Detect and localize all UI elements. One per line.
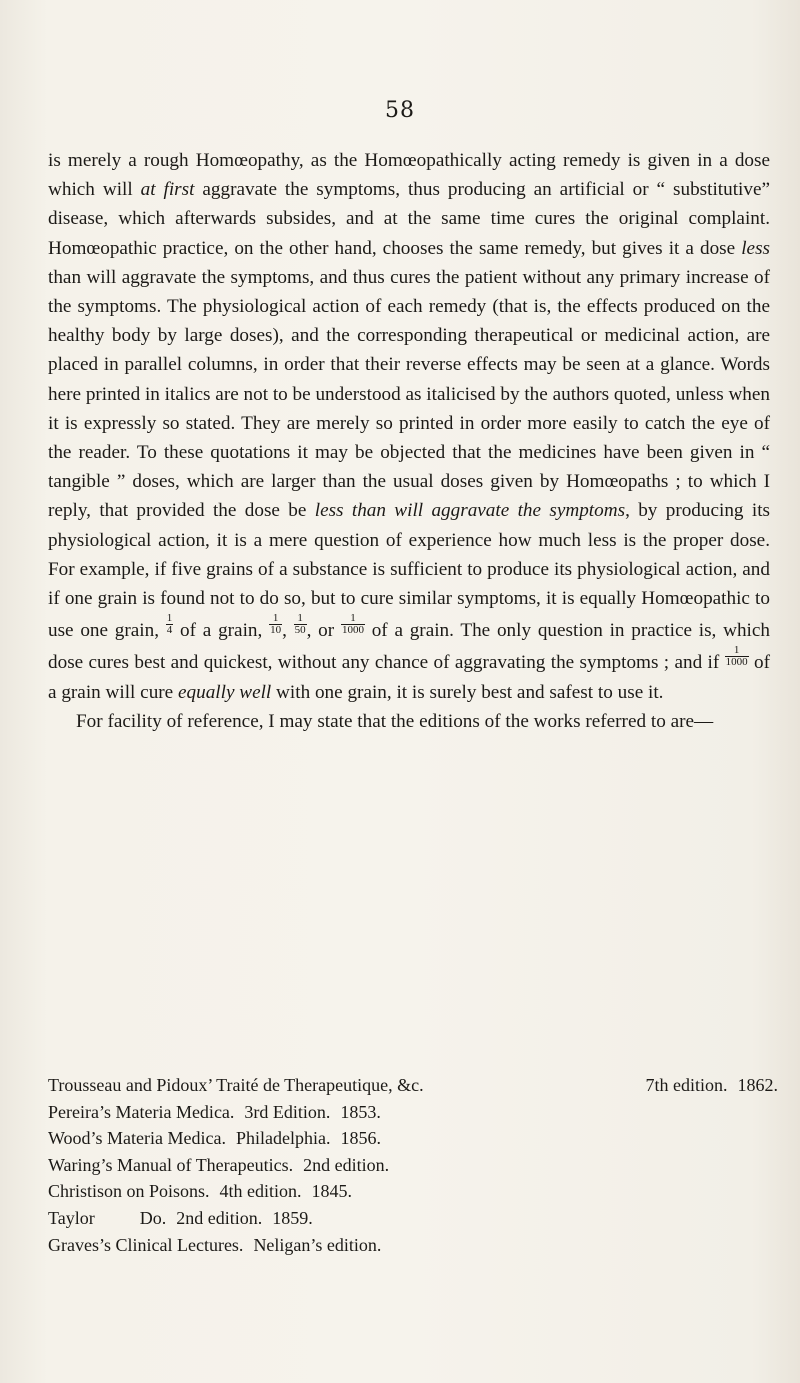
italic-phrase: less: [741, 237, 770, 259]
text-span: is merely a rough Homœopathy, as the Homœopathically acting remedy is given in a dose which will: [48, 150, 770, 201]
text-span: , or: [306, 620, 341, 642]
reference-title: Graves’s Clinical Lectures.: [48, 1234, 244, 1255]
reference-item: [48, 1125, 778, 1152]
reference-year: 1845.: [311, 1181, 353, 1202]
italic-phrase: less than will aggravate the symptoms: [314, 500, 626, 522]
reference-item: [48, 1152, 778, 1179]
reference-edition: 4th edition.: [219, 1181, 302, 1202]
italic-phrase: equally well: [178, 681, 272, 703]
fraction-numerator: 1: [294, 613, 307, 625]
text-span: of a grain will cure: [48, 652, 770, 703]
fraction-numerator: 1: [341, 613, 365, 625]
fraction-denominator: 10: [270, 624, 282, 637]
reference-year: 1856.: [340, 1128, 381, 1149]
fraction-denominator: 4: [166, 624, 173, 637]
italic-phrase: at first: [140, 179, 195, 201]
reference-title: Taylor Do.: [48, 1207, 167, 1228]
text-span: with one grain, it is surely best and safest to use it.: [271, 681, 664, 703]
fraction: [294, 613, 307, 636]
text-span: of a grain. The only question in practice is, which dose cures best and quickest, without any chance of aggravating the symptoms ; and if: [48, 620, 770, 674]
fraction-denominator: 1000: [725, 656, 748, 669]
reference-edition: Philadelphia.: [236, 1128, 331, 1149]
reference-title: Trousseau and Pidoux’ Traité de Therapeutique, &c.: [48, 1075, 424, 1095]
reference-title: Christison on Poisons.: [48, 1181, 210, 1202]
reference-item: [48, 1232, 778, 1259]
fraction-denominator: 50: [294, 624, 306, 637]
reference-edition: 3rd Edition.: [244, 1101, 331, 1122]
paragraph-homoeopathy-dose: [48, 146, 770, 707]
fraction-denominator: 1000: [341, 624, 364, 637]
paragraph-editions-intro: For facility of reference, I may state that the editions of the works referred to are—: [76, 710, 714, 732]
fraction: [269, 613, 282, 636]
page-number: 58: [385, 98, 415, 123]
reference-edition: Neligan’s edition.: [253, 1234, 382, 1255]
reference-meta: [636, 1072, 779, 1099]
text-span: of a grain,: [173, 620, 270, 642]
fraction-numerator: 1: [725, 645, 749, 657]
text-span: , by producing its physiological action, it is a mere question of experience how much less is the proper dose. For example, if five grains of a substance is sufficient to produce its physiological action, and if one grain is found not to do so, but to cure similar symptoms, it is equally Homœopathic to use one grain,: [48, 500, 770, 642]
fraction-numerator: 1: [166, 612, 173, 625]
reference-list: [48, 1072, 778, 1258]
fraction: [725, 645, 749, 668]
reference-year: 1853.: [340, 1101, 381, 1122]
reference-edition: 2nd edition.: [303, 1154, 390, 1175]
fraction-numerator: 1: [269, 613, 282, 625]
reference-year: 1859.: [272, 1207, 313, 1228]
reference-item: [48, 1205, 778, 1232]
reference-title: Wood’s Materia Medica.: [48, 1128, 226, 1149]
reference-title: Pereira’s Materia Medica.: [48, 1101, 235, 1122]
reference-item: [48, 1072, 778, 1099]
text-span: ,: [282, 620, 294, 642]
fraction: [341, 613, 365, 636]
body-text: [48, 146, 770, 736]
reference-item: [48, 1178, 778, 1205]
text-span: than will aggravate the symptoms, and thus cures the patient without any primary increase of the symptoms. The physiological action of each remedy (that is, the effects produced on the healthy body by large doses), and the corresponding therapeutical or medicinal action, are placed in parallel columns, in order that their reverse effects may be seen at a glance. Words here printed in italics are not to be understood as italicised by the authors quoted, unless when it is expressly so stated. They are merely so printed in order more easily to catch the eye of the reader. To these quotations it may be objected that the medicines have been given in “ tangible ” doses, which are larger than the usual doses given by Homœopaths ; to which I reply, that provided the dose be: [48, 266, 771, 522]
reference-title: Waring’s Manual of Therapeutics.: [48, 1154, 294, 1175]
reference-item: [48, 1099, 778, 1126]
text-span: aggravate the symptoms, thus producing an artificial or “ substitutive” disease, which afterwards subsides, and at the same time cures the original complaint. Homœopathic practice, on the other hand, chooses the same remedy, but gives it a dose: [48, 179, 770, 259]
reference-edition: 2nd edition.: [176, 1207, 263, 1228]
reference-year: 1862.: [737, 1075, 778, 1095]
reference-edition: 7th edition.: [645, 1075, 728, 1095]
